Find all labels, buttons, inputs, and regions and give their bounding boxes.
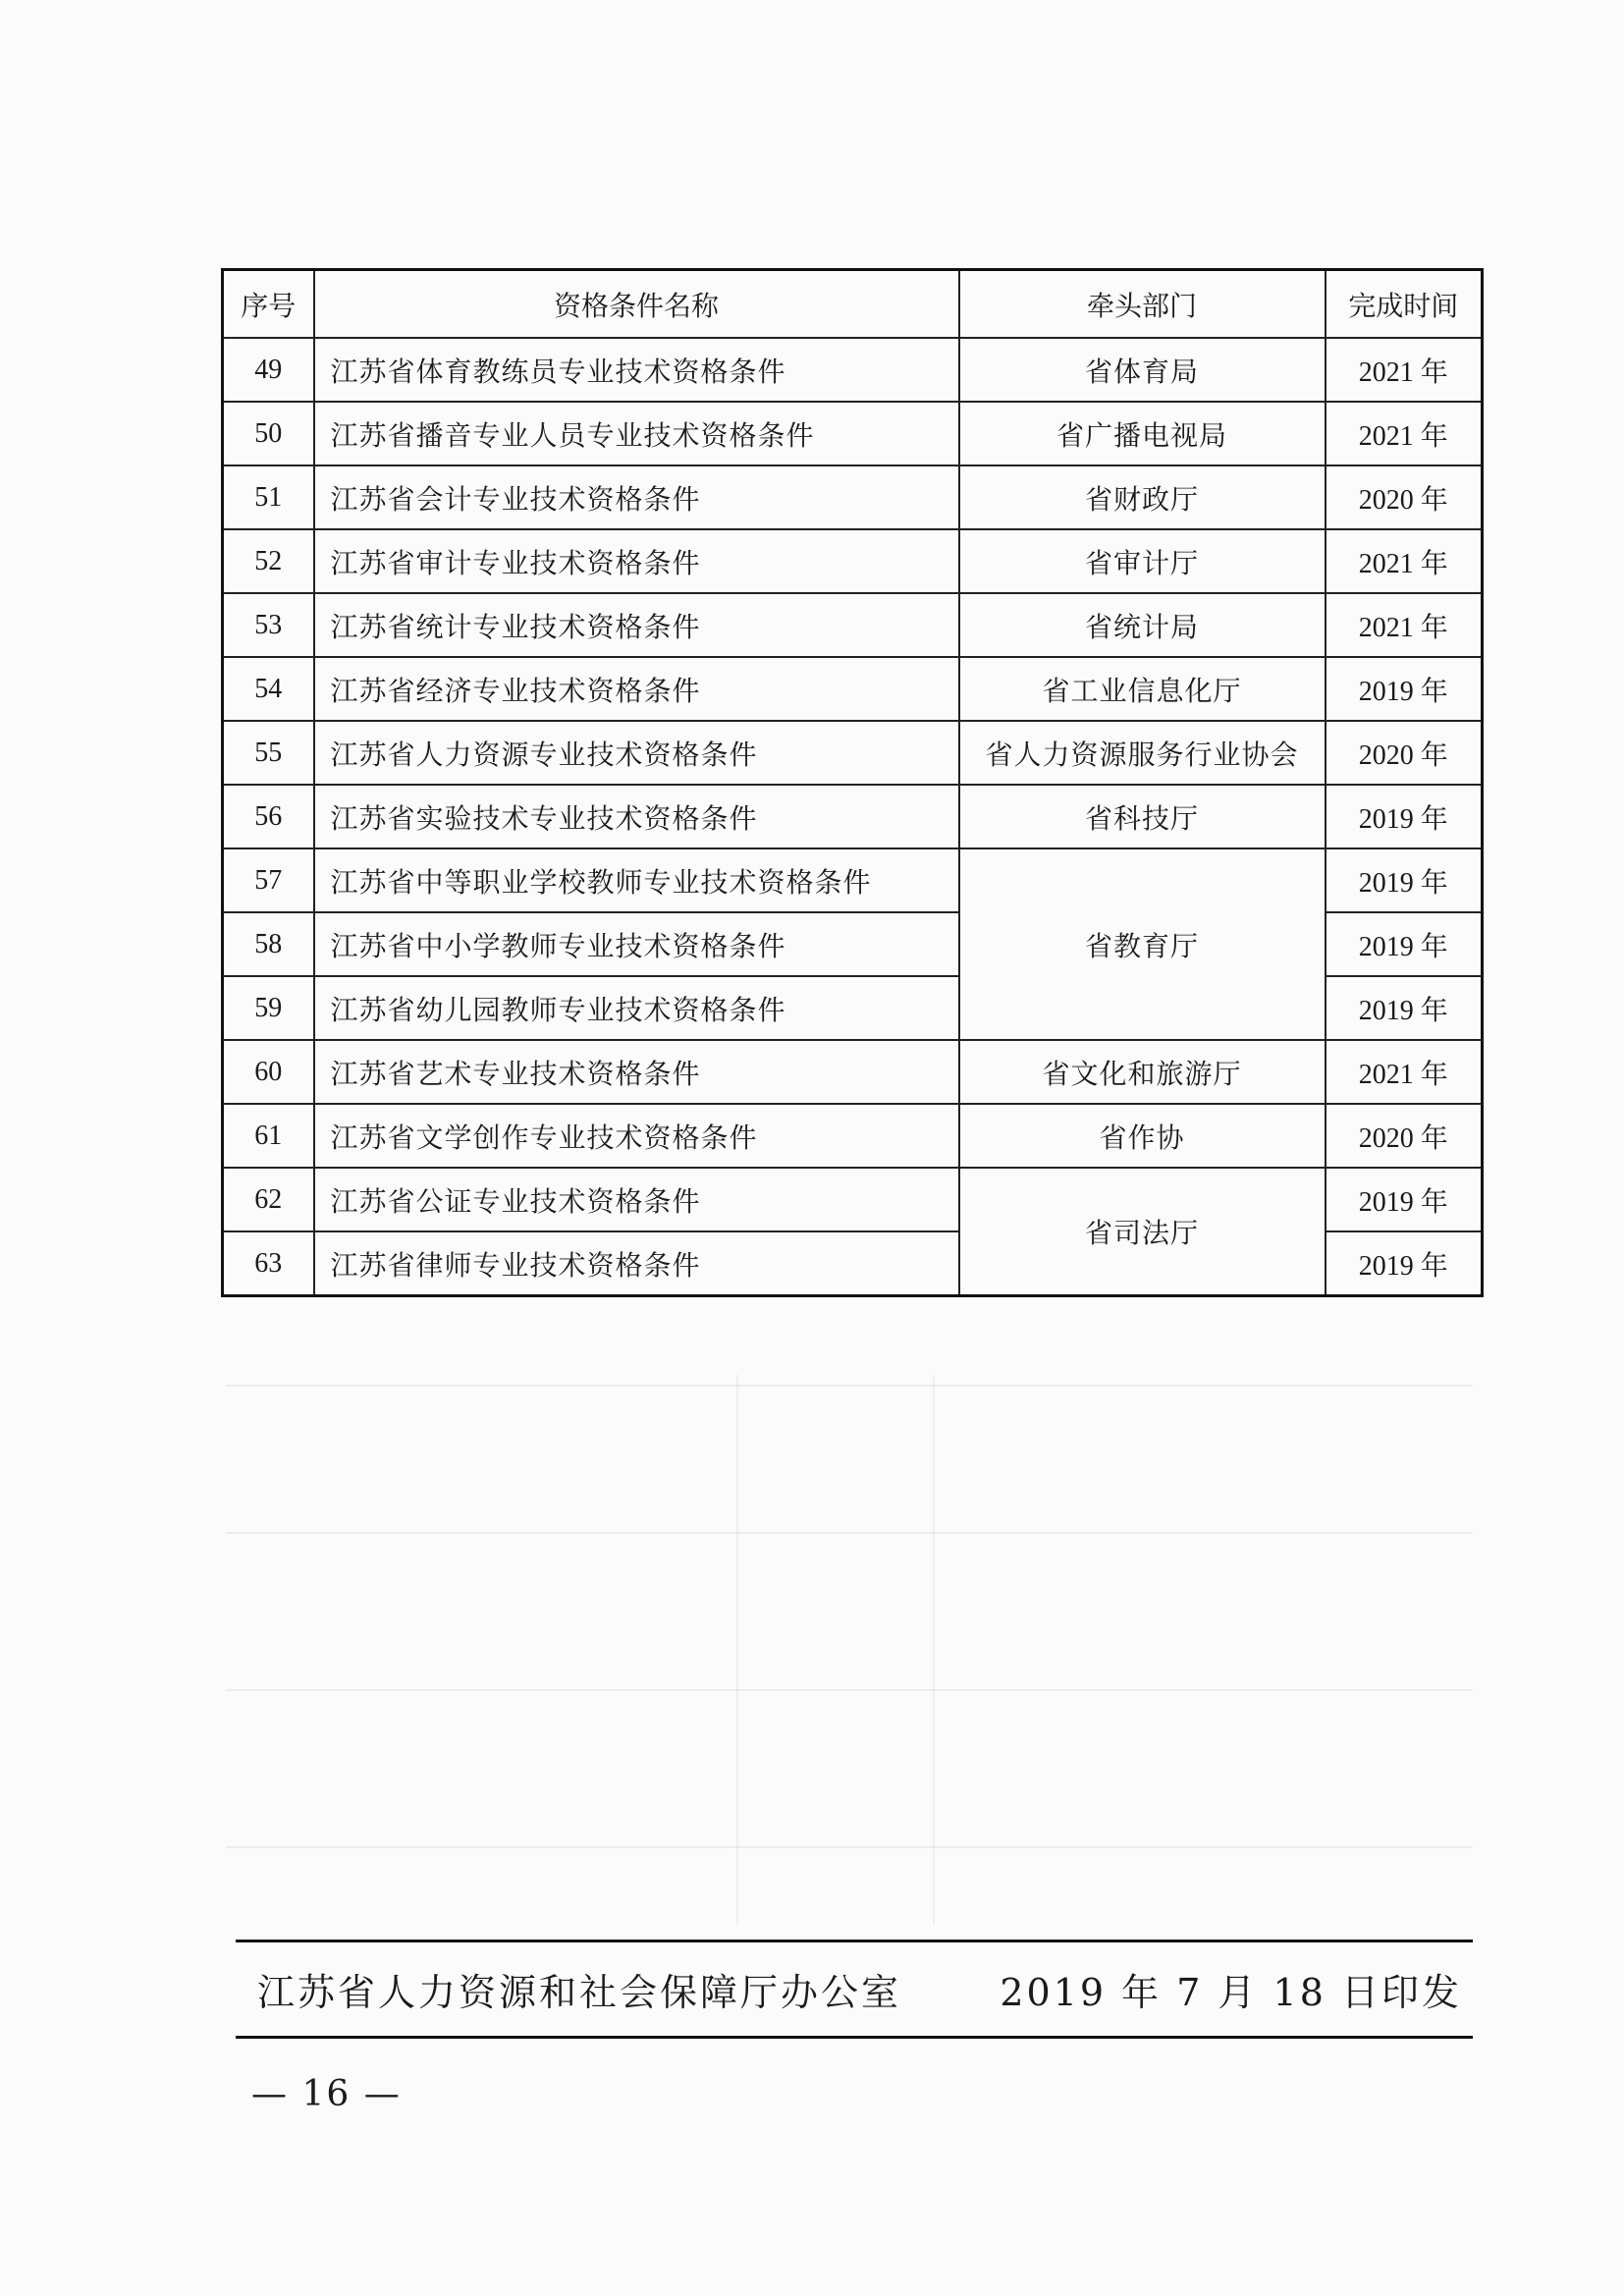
row-completion-year: 2019 年: [1326, 848, 1483, 912]
row-serial: 52: [223, 529, 314, 593]
row-qualification-name: 江苏省艺术专业技术资格条件: [314, 1040, 959, 1104]
scan-bleed-line: [933, 1375, 935, 1925]
row-completion-year: 2019 年: [1326, 912, 1483, 976]
table-row: [223, 1040, 1483, 1104]
row-lead-department: 省教育厅: [959, 848, 1326, 1040]
footer-divider-top: [236, 1940, 1473, 1942]
row-completion-year: 2019 年: [1326, 657, 1483, 721]
row-lead-department: 省体育局: [959, 338, 1326, 402]
row-serial: 55: [223, 721, 314, 785]
header-serial: 序号: [223, 270, 314, 339]
row-completion-year: 2021 年: [1326, 1040, 1483, 1104]
scan-bleed-line: [226, 1689, 1473, 1691]
row-qualification-name: 江苏省律师专业技术资格条件: [314, 1231, 959, 1296]
row-completion-year: 2019 年: [1326, 976, 1483, 1040]
row-completion-year: 2021 年: [1326, 338, 1483, 402]
qualification-table: [221, 268, 1484, 1297]
row-serial: 50: [223, 402, 314, 465]
table-header-row: [223, 270, 1483, 339]
row-qualification-name: 江苏省体育教练员专业技术资格条件: [314, 338, 959, 402]
row-serial: 57: [223, 848, 314, 912]
scan-bleed-line: [226, 1532, 1473, 1534]
row-qualification-name: 江苏省经济专业技术资格条件: [314, 657, 959, 721]
header-completion-time: 完成时间: [1326, 270, 1483, 339]
row-qualification-name: 江苏省中小学教师专业技术资格条件: [314, 912, 959, 976]
row-completion-year: 2020 年: [1326, 1104, 1483, 1168]
scan-bleed-line: [736, 1375, 738, 1925]
row-lead-department: 省科技厅: [959, 785, 1326, 848]
row-serial: 51: [223, 465, 314, 529]
row-qualification-name: 江苏省文学创作专业技术资格条件: [314, 1104, 959, 1168]
page-number: — 16 —: [251, 2074, 402, 2114]
table-row: [223, 1104, 1483, 1168]
issue-date: 2019 年 7 月 18 日印发: [1000, 1971, 1462, 2014]
row-lead-department: 省司法厅: [959, 1168, 1326, 1296]
row-completion-year: 2021 年: [1326, 402, 1483, 465]
row-serial: 56: [223, 785, 314, 848]
row-completion-year: 2021 年: [1326, 593, 1483, 657]
scan-bleed-line: [226, 1385, 1473, 1387]
row-lead-department: 省工业信息化厅: [959, 657, 1326, 721]
row-lead-department: 省文化和旅游厅: [959, 1040, 1326, 1104]
table-row: [223, 402, 1483, 465]
row-lead-department: 省人力资源服务行业协会: [959, 721, 1326, 785]
table-row: [223, 785, 1483, 848]
row-qualification-name: 江苏省幼儿园教师专业技术资格条件: [314, 976, 959, 1040]
row-lead-department: 省审计厅: [959, 529, 1326, 593]
row-serial: 61: [223, 1104, 314, 1168]
table-row: [223, 1168, 1483, 1231]
row-serial: 53: [223, 593, 314, 657]
table-row: [223, 657, 1483, 721]
row-lead-department: 省统计局: [959, 593, 1326, 657]
scan-bleed-line: [226, 1846, 1473, 1848]
row-qualification-name: 江苏省公证专业技术资格条件: [314, 1168, 959, 1231]
row-lead-department: 省广播电视局: [959, 402, 1326, 465]
header-qualification-name: 资格条件名称: [314, 270, 959, 339]
table-row: [223, 338, 1483, 402]
row-completion-year: 2021 年: [1326, 529, 1483, 593]
footer-divider-bottom: [236, 2036, 1473, 2039]
table-row: [223, 721, 1483, 785]
row-serial: 63: [223, 1231, 314, 1296]
row-qualification-name: 江苏省人力资源专业技术资格条件: [314, 721, 959, 785]
row-qualification-name: 江苏省中等职业学校教师专业技术资格条件: [314, 848, 959, 912]
row-serial: 60: [223, 1040, 314, 1104]
row-completion-year: 2020 年: [1326, 721, 1483, 785]
row-qualification-name: 江苏省实验技术专业技术资格条件: [314, 785, 959, 848]
row-serial: 62: [223, 1168, 314, 1231]
row-serial: 58: [223, 912, 314, 976]
row-qualification-name: 江苏省会计专业技术资格条件: [314, 465, 959, 529]
table-row: [223, 848, 1483, 912]
row-qualification-name: 江苏省播音专业人员专业技术资格条件: [314, 402, 959, 465]
issuing-office: 江苏省人力资源和社会保障厅办公室: [257, 1971, 902, 2014]
row-lead-department: 省作协: [959, 1104, 1326, 1168]
row-serial: 59: [223, 976, 314, 1040]
table-row: [223, 529, 1483, 593]
table-row: [223, 593, 1483, 657]
row-lead-department: 省财政厅: [959, 465, 1326, 529]
row-completion-year: 2019 年: [1326, 785, 1483, 848]
row-completion-year: 2020 年: [1326, 465, 1483, 529]
row-completion-year: 2019 年: [1326, 1168, 1483, 1231]
row-qualification-name: 江苏省统计专业技术资格条件: [314, 593, 959, 657]
table-row: [223, 465, 1483, 529]
row-qualification-name: 江苏省审计专业技术资格条件: [314, 529, 959, 593]
header-lead-department: 牵头部门: [959, 270, 1326, 339]
row-serial: 54: [223, 657, 314, 721]
row-serial: 49: [223, 338, 314, 402]
row-completion-year: 2019 年: [1326, 1231, 1483, 1296]
